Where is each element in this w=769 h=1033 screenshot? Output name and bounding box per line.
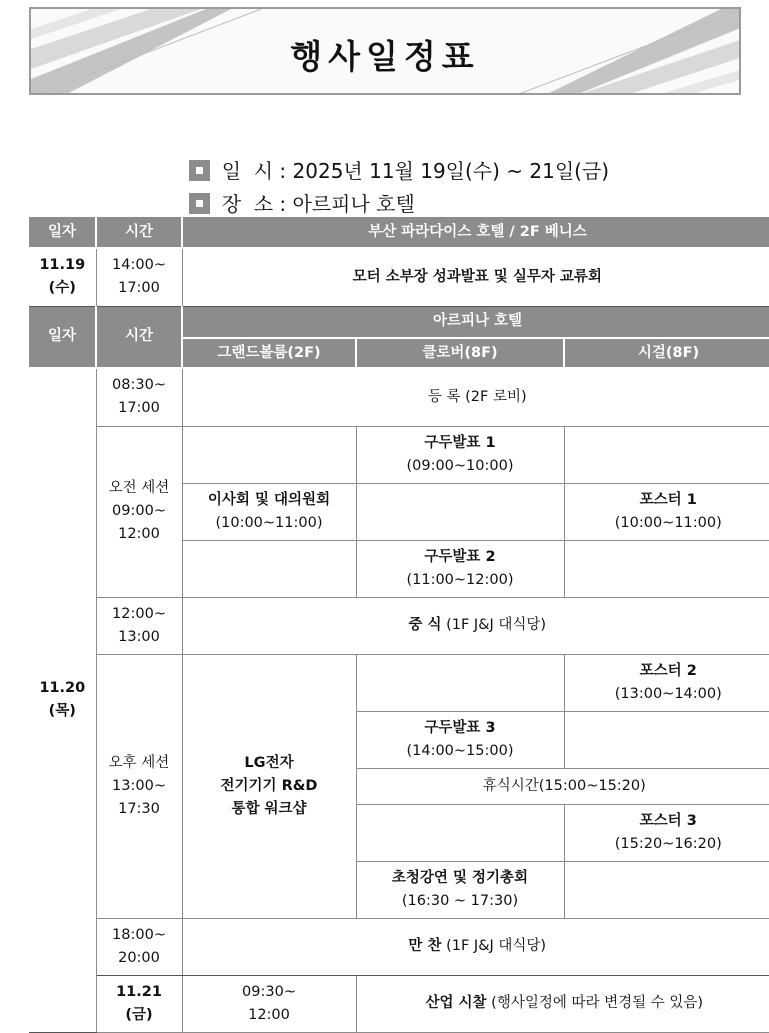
session-cell: 포스터 2 (13:00~14:00) xyxy=(564,654,769,711)
col-header-date: 일자 xyxy=(29,306,96,368)
date-value: 2025년 11월 19일(수) ~ 21일(금) xyxy=(292,159,610,183)
empty-cell xyxy=(564,711,769,768)
dinner-cell: 만 찬 (1F J&J 대식당) xyxy=(182,918,769,975)
empty-cell xyxy=(182,540,356,597)
title-banner xyxy=(29,7,741,95)
bullet-square-icon xyxy=(189,193,210,214)
registration-cell: 등 록 (2F 로비) xyxy=(182,368,769,426)
time-cell: 12:00~ 13:00 xyxy=(96,597,182,654)
session-cell: 구두발표 3 (14:00~15:00) xyxy=(356,711,564,768)
table-row xyxy=(29,918,769,975)
date-cell: 11.21 (금) xyxy=(96,975,182,1032)
session-cell: 초청강연 및 정기총회 (16:30 ~ 17:30) xyxy=(356,861,564,918)
date-cell: 11.19 (수) xyxy=(29,248,96,306)
table-row xyxy=(29,597,769,654)
col-header-time: 시간 xyxy=(96,306,182,368)
col-header-room: 그랜드볼룸(2F) xyxy=(182,338,356,368)
session-time-cell: 오전 세션 09:00~ 12:00 xyxy=(96,426,182,597)
col-header-room: 시걸(8F) xyxy=(564,338,769,368)
table-row xyxy=(29,426,769,483)
session-cell: 포스터 3 (15:20~16:20) xyxy=(564,804,769,861)
empty-cell xyxy=(564,426,769,483)
col-header-date: 일자 xyxy=(29,217,96,248)
empty-cell xyxy=(182,426,356,483)
col-header-time: 시간 xyxy=(96,217,182,248)
time-cell: 08:30~ 17:00 xyxy=(96,368,182,426)
col-header-venue: 아르피나 호텔 xyxy=(182,306,769,338)
table-row xyxy=(29,975,769,1032)
event-cell: 모터 소부장 성과발표 및 실무자 교류회 xyxy=(182,248,769,306)
event-place-line xyxy=(176,164,415,217)
empty-cell xyxy=(356,654,564,711)
empty-cell xyxy=(564,540,769,597)
workshop-cell: LG전자 전기기기 R&D 통합 워크샵 xyxy=(182,654,356,918)
time-cell: 14:00~ 17:00 xyxy=(96,248,182,306)
empty-cell xyxy=(356,804,564,861)
table-header-row xyxy=(29,217,769,248)
session-time-cell: 오후 세션 13:00~ 17:30 xyxy=(96,654,182,918)
session-cell: 구두발표 1 (09:00~10:00) xyxy=(356,426,564,483)
place-value: 아르피나 호텔 xyxy=(292,192,415,216)
place-label: 장 소 : xyxy=(221,192,293,216)
tour-cell: 산업 시찰 (행사일정에 따라 변경될 수 있음) xyxy=(356,975,769,1032)
table-row xyxy=(29,654,769,711)
session-cell: 포스터 1 (10:00~11:00) xyxy=(564,483,769,540)
time-cell: 09:30~ 12:00 xyxy=(182,975,356,1032)
table-row xyxy=(29,248,769,306)
empty-cell xyxy=(356,483,564,540)
session-cell: 구두발표 2 (11:00~12:00) xyxy=(356,540,564,597)
col-header-venue: 부산 파라다이스 호텔 / 2F 베니스 xyxy=(182,217,769,248)
date-cell: 11.20 (목) xyxy=(29,368,96,1032)
date-label: 일 시 : xyxy=(221,159,293,183)
lunch-cell: 중 식 (1F J&J 대식당) xyxy=(182,597,769,654)
empty-cell xyxy=(564,861,769,918)
table-header-row xyxy=(29,306,769,338)
table-row xyxy=(29,368,769,426)
session-cell: 이사회 및 대의원회 (10:00~11:00) xyxy=(182,483,356,540)
col-header-room: 클로버(8F) xyxy=(356,338,564,368)
time-cell: 18:00~ 20:00 xyxy=(96,918,182,975)
break-cell: 휴식시간(15:00~15:20) xyxy=(356,768,769,804)
schedule-table xyxy=(29,217,769,1033)
page-title: 행사일정표 xyxy=(290,37,480,76)
